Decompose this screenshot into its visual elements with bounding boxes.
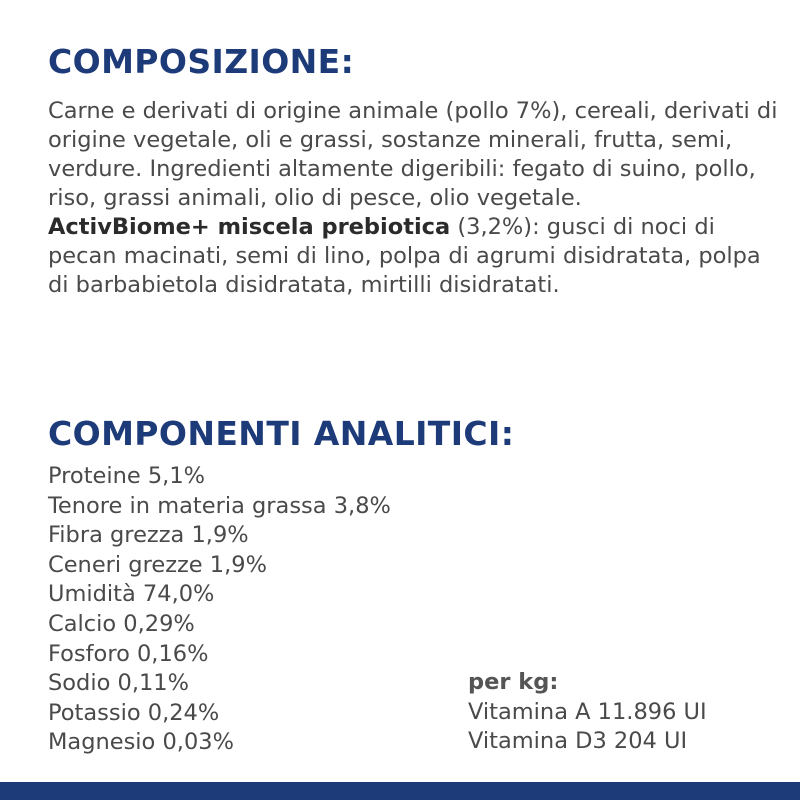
analytic-item-sodium: Sodio 0,11% xyxy=(48,670,189,697)
analytic-item-potassium: Potassio 0,24% xyxy=(48,699,220,726)
composition-text xyxy=(48,97,788,300)
vitamin-d3-item: Vitamina D3 204 UI xyxy=(468,728,688,755)
per-kg-label: per kg: xyxy=(468,669,559,695)
composition-heading: COMPOSIZIONE: xyxy=(48,42,355,81)
analytic-item-ash: Ceneri grezze 1,9% xyxy=(48,551,267,578)
analytics-list xyxy=(48,462,391,758)
analytic-item-protein: Proteine 5,1% xyxy=(48,463,206,489)
vitamin-list xyxy=(468,698,707,757)
analytic-item-moisture: Umidità 74,0% xyxy=(48,581,215,608)
analytics-heading: COMPONENTI ANALITICI: xyxy=(48,414,515,453)
analytic-item-calcium: Calcio 0,29% xyxy=(48,610,195,637)
prebiotic-blend-text: (3,2%): gusci di noci di pecan macinati, semi di lino, polpa di agrumi disidratata, polpa di barbabietola disidratata, mirtilli disidratati. xyxy=(48,214,761,298)
analytic-item-fiber: Fibra grezza 1,9% xyxy=(48,522,249,549)
footer-bar xyxy=(0,782,800,800)
per-kg-section xyxy=(468,668,707,757)
analytic-item-phosphorus: Fosforo 0,16% xyxy=(48,640,209,667)
analytic-item-magnesium: Magnesio 0,03% xyxy=(48,729,234,756)
analytic-item-fat: Tenore in materia grassa 3,8% xyxy=(48,492,391,519)
prebiotic-blend-label: ActivBiome+ miscela prebiotica xyxy=(48,214,451,240)
vitamin-a-item: Vitamina A 11.896 UI xyxy=(468,698,707,725)
composition-ingredients: Carne e derivati di origine animale (pollo 7%), cereali, derivati di origine vegetale, oli e grassi, sostanze minerali, frutta, semi, verdure. Ingredienti altamente digeribili: fegato di suino, pollo, riso, grassi animali, olio di pesce, olio vegetale. xyxy=(48,98,778,211)
